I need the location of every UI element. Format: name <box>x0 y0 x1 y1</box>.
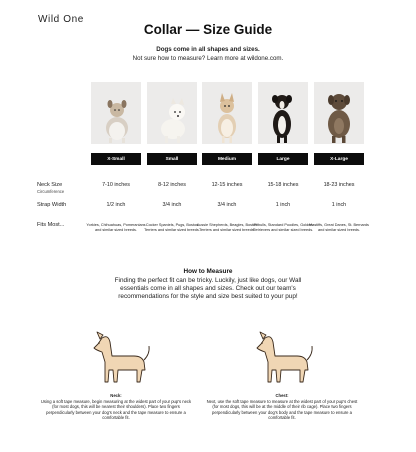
intro-subline: Not sure how to measure? Learn more at wildone.com. <box>132 55 284 62</box>
fits-most-xsmall: Yorkies, Chihuahuas, Pomeranians and similar sized breeds. <box>86 223 146 233</box>
neck-size-medium: 12-15 inches <box>211 182 243 188</box>
dog-photo-large <box>258 82 308 144</box>
strap-width-xsmall: 1/2 inch <box>106 202 126 208</box>
large-dog-icon <box>258 82 308 144</box>
chest-instructions <box>206 393 358 421</box>
dog-neck-illustration-icon <box>82 318 154 386</box>
neck-instructions <box>40 393 192 421</box>
size-label-medium: Medium <box>202 153 252 165</box>
strap-width-medium: 3/4 inch <box>217 202 237 208</box>
dog-photo-medium <box>202 82 252 144</box>
xlarge-dog-icon <box>314 82 364 144</box>
dog-photo-xsmall <box>91 82 141 144</box>
neck-size-label <box>37 182 64 194</box>
fits-most-small: Cocker Spaniels, Pugs, Boston Terriers and similar sized breeds. <box>144 223 200 233</box>
neck-size-small: 8-12 inches <box>158 182 186 188</box>
strap-width-xlarge: 1 inch <box>331 202 347 208</box>
fits-most-xlarge: Mastiffs, Great Danes, St. Bernards and similar sized breeds. <box>309 223 369 233</box>
dog-chest-illustration-icon <box>245 318 317 386</box>
neck-size-large: 15-18 inches <box>267 182 299 188</box>
neck-size-sublabel: Circumference <box>37 189 65 194</box>
chest-instructions-heading: Chest: <box>275 393 289 398</box>
how-to-measure-title: How to Measure <box>183 268 233 275</box>
chest-illustration <box>245 318 317 386</box>
medium-dog-icon <box>202 82 252 144</box>
intro-headline: Dogs come in all shapes and sizes. <box>156 46 260 53</box>
terrier-dog-icon <box>147 82 197 144</box>
page-title: Collar — Size Guide <box>143 22 273 37</box>
how-to-measure-text: Finding the perfect fit can be tricky. Luckily, just like dogs, our Wall essentials come in all shapes and sizes. Check out our team's recommendations for the style and size best suited to your pup! <box>114 277 302 301</box>
strap-width-label: Strap Width <box>37 202 67 208</box>
neck-instructions-text: Using a soft tape measure, begin measuring at the widest part of your pup's neck (for most dogs, this will be nearest their shoulders). Place two fingers perpendicularly between your dog's neck and the tape measure to ensure a comfortable fit. <box>40 398 192 421</box>
brand-logo: Wild One <box>38 14 84 25</box>
dog-photo-small <box>147 82 197 144</box>
chest-instructions-text: Next, use the soft tape measure to measure at the widest part of your pup's chest (for most dogs, this will be at the middle of their rib cage). Place two fingers perpendicularly between your dog's body and the tape measure to ensure a comfortable fit. <box>206 398 358 421</box>
strap-width-large: 1 inch <box>275 202 291 208</box>
neck-size-xlarge: 18-23 inches <box>323 182 355 188</box>
dog-photos <box>91 82 364 144</box>
size-label-xlarge: X-Large <box>314 153 364 165</box>
neck-size-xsmall: 7-10 inches <box>102 182 130 188</box>
size-label-small: Small <box>147 153 197 165</box>
neck-size-label-text: Neck Size <box>37 182 63 188</box>
dog-photo-xlarge <box>314 82 364 144</box>
fits-most-large: Pitbulls, Standard Poodles, Golden Retrievers and similar sized breeds. <box>252 223 314 233</box>
fits-most-label: Fits Most... <box>37 222 65 228</box>
fits-most-medium: Aussie Shepherds, Beagles, Boston Terriers and similar sized breeds. <box>196 223 258 233</box>
intro <box>0 45 416 63</box>
neck-instructions-heading: Neck: <box>110 393 122 398</box>
size-label-xsmall: X-Small <box>91 153 141 165</box>
small-dog-icon <box>91 82 141 144</box>
strap-width-small: 3/4 inch <box>162 202 182 208</box>
size-label-large: Large <box>258 153 308 165</box>
neck-illustration <box>82 318 154 386</box>
